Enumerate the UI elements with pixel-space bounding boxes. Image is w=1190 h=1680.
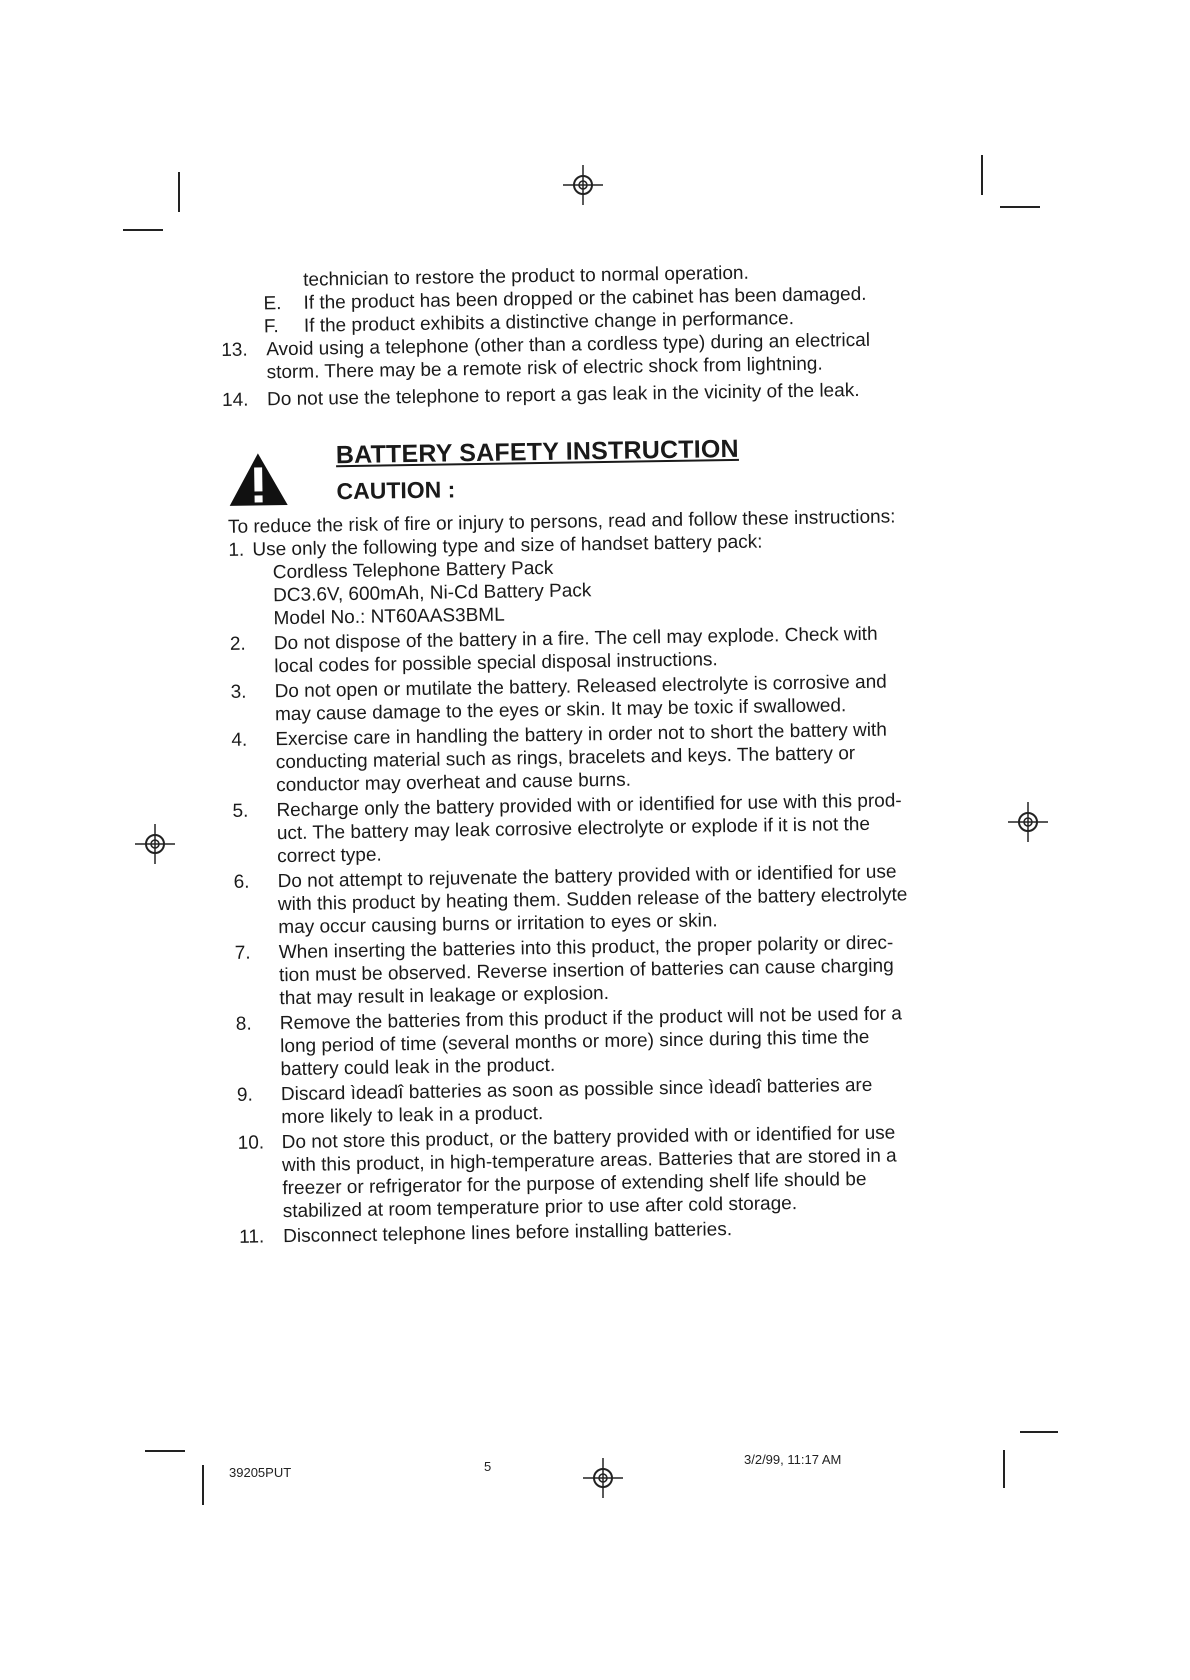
list-item: 13. Avoid using a telephone (other than a cordless type) during an electrical storm. There may be a remote risk of electric shock from lightning. bbox=[221, 329, 871, 384]
list-item: 4. Exercise care in handling the battery in order not to short the battery with conducting material such as rings, bracelets and keys. The battery or conductor may overheat and cause burns. bbox=[231, 719, 887, 797]
crop-mark bbox=[123, 229, 163, 231]
registration-mark-icon bbox=[135, 824, 175, 864]
crop-mark bbox=[178, 172, 180, 212]
list-item: 7. When inserting the batteries into this product, the proper polarity or direc- tion must be observed. Reverse insertion of batteries can cause charging that may result in leakage or explosion. bbox=[234, 932, 894, 1010]
registration-mark-icon bbox=[1008, 802, 1048, 842]
battery-spec-line: DC3.6V, 600mAh, Ni-Cd Battery Pack bbox=[272, 580, 592, 607]
text-body bbox=[220, 259, 965, 1249]
list-item: 5. Recharge only the battery provided with or identified for use with this prod- uct. The battery may leak corrosive electrolyte or explode if it is not the correct type. bbox=[232, 790, 902, 868]
list-item: 1. Use only the following type and size of handset battery pack: bbox=[228, 531, 763, 561]
footer-timestamp: 3/2/99, 11:17 AM bbox=[744, 1452, 842, 1467]
battery-model-number: Model No.: NT60AAS3BML bbox=[273, 604, 505, 630]
list-item: 2. Do not dispose of the battery in a fire. The cell may explode. Check with local codes for possible special disposal instructions. bbox=[229, 623, 878, 678]
section-title: BATTERY SAFETY INSTRUCTION bbox=[335, 434, 739, 470]
list-item: 9. Discard ìdeadî batteries as soon as possible since ìdeadî batteries are more likely to leak in a product. bbox=[236, 1074, 873, 1129]
list-item: 10. Do not store this product, or the battery provided with or identified for use with this product, in high-temperature areas. Batteries that are stored in a freezer or refrigerator for the purpose of extending shelf life should be stabilized at room temperature prior to use after cold storage. bbox=[237, 1122, 897, 1223]
intro-text: To reduce the risk of fire or injury to persons, read and follow these instructions: bbox=[227, 506, 896, 538]
list-item: F. If the product exhibits a distinctive change in performance. bbox=[263, 307, 795, 338]
registration-mark-icon bbox=[583, 1458, 623, 1498]
list-item: 6. Do not attempt to rejuvenate the battery provided with or identified for use with this product by heating them. Sudden release of the battery electrolyte may occur causing burns or irritation to eyes or skin. bbox=[233, 861, 908, 939]
crop-mark bbox=[981, 155, 983, 195]
battery-spec-line: Cordless Telephone Battery Pack bbox=[272, 557, 554, 584]
battery-safety-heading bbox=[223, 435, 954, 516]
page-number: 5 bbox=[484, 1459, 492, 1474]
crop-mark bbox=[145, 1450, 185, 1452]
caution-label: CAUTION : bbox=[336, 476, 456, 505]
list-item: 11. Disconnect telephone lines before installing batteries. bbox=[239, 1219, 733, 1248]
continuation-line: technician to restore the product to normal operation. bbox=[303, 262, 749, 291]
list-item: 3. Do not open or mutilate the battery. Released electrolyte is corrosive and may cause damage to the eyes or skin. It may be toxic if swallowed. bbox=[230, 671, 887, 726]
crop-mark bbox=[202, 1465, 204, 1505]
warning-triangle-icon bbox=[227, 451, 290, 508]
registration-mark-icon bbox=[563, 165, 603, 205]
list-item: E. If the product has been dropped or the cabinet has been damaged. bbox=[263, 283, 867, 315]
crop-mark bbox=[1020, 1431, 1058, 1433]
footer-code: 39205PUT bbox=[229, 1465, 292, 1480]
crop-mark bbox=[1003, 1450, 1005, 1488]
list-item: 8. Remove the batteries from this product if the product will not be used for a long period of time (several months or more) since during this time the battery could leak in the product. bbox=[235, 1003, 902, 1081]
list-item: 14. Do not use the telephone to report a gas leak in the vicinity of the leak. bbox=[221, 379, 860, 411]
crop-mark bbox=[1000, 206, 1040, 208]
